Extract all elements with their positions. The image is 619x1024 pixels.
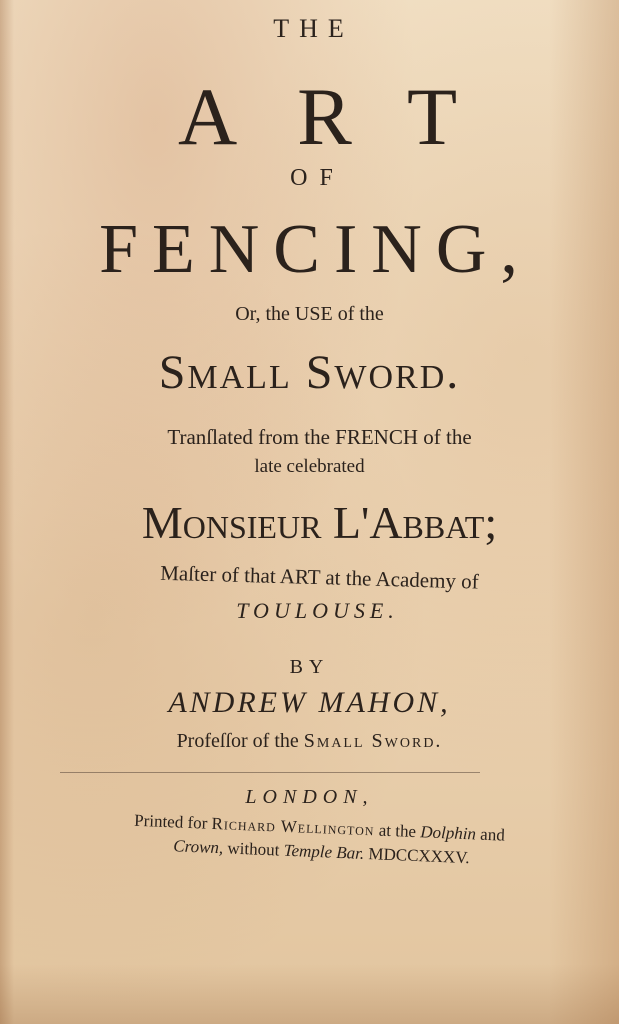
- divider-rule: [60, 772, 480, 773]
- imprint-temple-bar: Temple Bar.: [283, 840, 365, 863]
- imprint-and: and: [479, 824, 506, 845]
- original-author: Monſieur L'Abbat;: [141, 497, 498, 548]
- imprint-city: LONDON,: [245, 786, 374, 808]
- translator-name: ANDREW MAHON,: [168, 686, 451, 719]
- title-fencing: FENCING,: [99, 211, 532, 288]
- imprint-printed-for: Printed for: [133, 810, 208, 833]
- academy-city: TOULOUSE.: [236, 598, 399, 623]
- subtitle-small-sword: Small Sword.: [158, 346, 461, 399]
- title-the: THE: [273, 14, 354, 43]
- translator-credential-prefix: Profeſſor of the: [176, 730, 299, 752]
- imprint-sign-crown: Crown,: [173, 836, 224, 858]
- imprint-year: MDCCXXXV.: [368, 844, 471, 868]
- title-art: ART: [177, 71, 518, 162]
- subtitle-use: Or, the USE of the: [235, 303, 384, 325]
- imprint-publisher: Richard Wellington: [211, 813, 375, 840]
- title-of: OF: [290, 165, 345, 191]
- imprint-without: without: [227, 838, 280, 860]
- author-credential: Maſter of that ART at the Academy of: [159, 560, 480, 594]
- imprint-sign-dolphin: Dolphin: [419, 822, 477, 844]
- by-label: BY: [289, 656, 330, 678]
- translation-note: Tranſlated from the FRENCH of the: [167, 425, 472, 449]
- translator-credential: [0, 730, 619, 753]
- translator-credential-subject: Small Sword.: [303, 730, 443, 752]
- translation-note-late: late celebrated: [254, 456, 365, 477]
- imprint-at-the: at the: [378, 820, 417, 842]
